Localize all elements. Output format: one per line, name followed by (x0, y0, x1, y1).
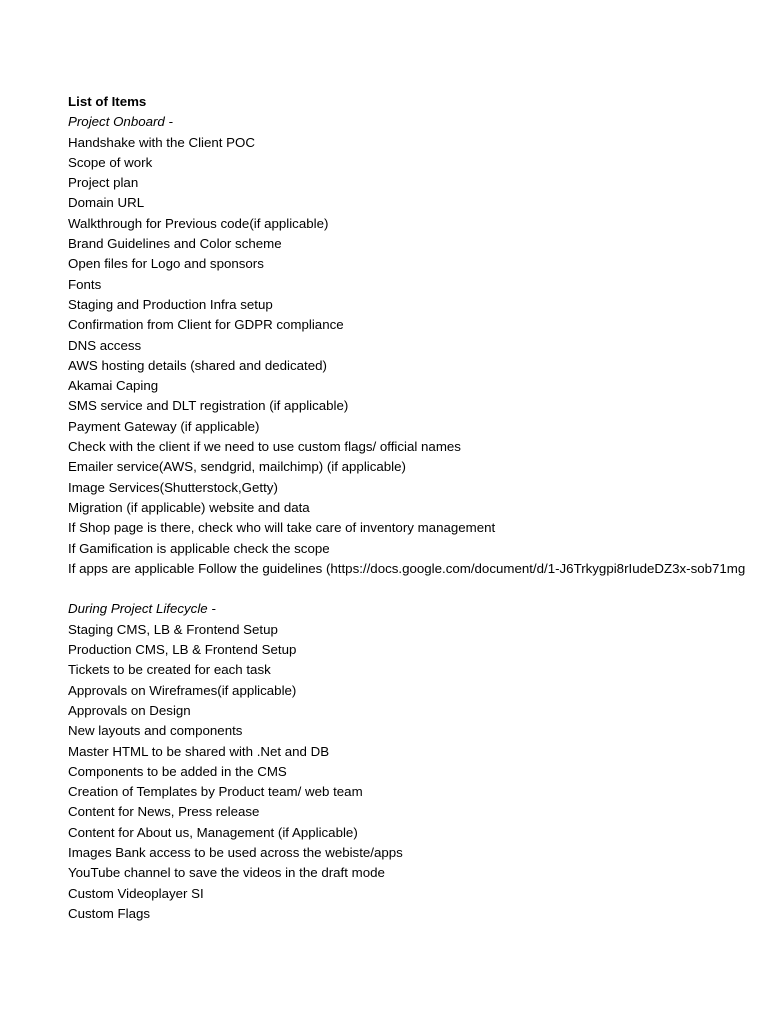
list-item: Creation of Templates by Product team/ web team (68, 784, 363, 800)
list-item: Staging and Production Infra setup (68, 296, 273, 312)
list-item: Akamai Caping (68, 378, 159, 394)
list-item: Production CMS, LB & Frontend Setup (68, 642, 297, 658)
document-body (68, 92, 768, 924)
list-item: Custom Videoplayer SI (68, 885, 204, 901)
list-item: If Shop page is there, check who will take care of inventory management (68, 520, 496, 536)
section-divider (68, 579, 768, 599)
section-title: Project Onboard - (68, 114, 173, 130)
document-title: List of Items (68, 94, 147, 109)
list-item: Domain URL (68, 195, 145, 211)
list-item: Approvals on Wireframes(if applicable) (68, 682, 297, 698)
list-item: Brand Guidelines and Color scheme (68, 236, 282, 252)
list-item: Approvals on Design (68, 702, 191, 718)
list-item: Fonts (68, 276, 102, 292)
list-item: Scope of work (68, 154, 153, 170)
list-item: If Gamification is applicable check the scope (68, 540, 330, 556)
list-item: Emailer service(AWS, sendgrid, mailchimp) (if applicable) (68, 459, 406, 475)
list-item: New layouts and components (68, 723, 243, 739)
list-item: Handshake with the Client POC (68, 134, 255, 150)
list-item: Confirmation from Client for GDPR compliance (68, 317, 344, 333)
list-item: SMS service and DLT registration (if applicable) (68, 398, 349, 414)
list-item: Components to be added in the CMS (68, 763, 287, 779)
list-item: Project plan (68, 175, 139, 191)
list-item: Walkthrough for Previous code(if applicable) (68, 215, 329, 231)
list-item: Open files for Logo and sponsors (68, 256, 264, 272)
list-item: AWS hosting details (shared and dedicated) (68, 357, 327, 373)
list-item: Images Bank access to be used across the webiste/apps (68, 844, 403, 860)
list-item: Custom Flags (68, 905, 151, 921)
list-item: Content for About us, Management (if Applicable) (68, 824, 358, 840)
list-item: Master HTML to be shared with .Net and DB (68, 743, 330, 759)
list-item: Content for News, Press release (68, 804, 260, 820)
section-project-onboard (68, 112, 768, 579)
list-item: YouTube channel to save the videos in the draft mode (68, 865, 385, 881)
list-item: DNS access (68, 337, 142, 353)
section-project-lifecycle (68, 599, 768, 924)
list-item: If apps are applicable Follow the guidelines (https://docs.google.com/document/d/1-J6Trkygpi8rIudeDZ3x-sob71mg (68, 560, 746, 576)
list-item: Staging CMS, LB & Frontend Setup (68, 621, 278, 637)
list-item: Image Services(Shutterstock,Getty) (68, 479, 278, 495)
list-item: Payment Gateway (if applicable) (68, 418, 260, 434)
list-item: Migration (if applicable) website and data (68, 499, 310, 515)
list-item: Tickets to be created for each task (68, 662, 271, 678)
section-title: During Project Lifecycle - (68, 601, 216, 617)
list-item: Check with the client if we need to use custom flags/ official names (68, 439, 461, 455)
